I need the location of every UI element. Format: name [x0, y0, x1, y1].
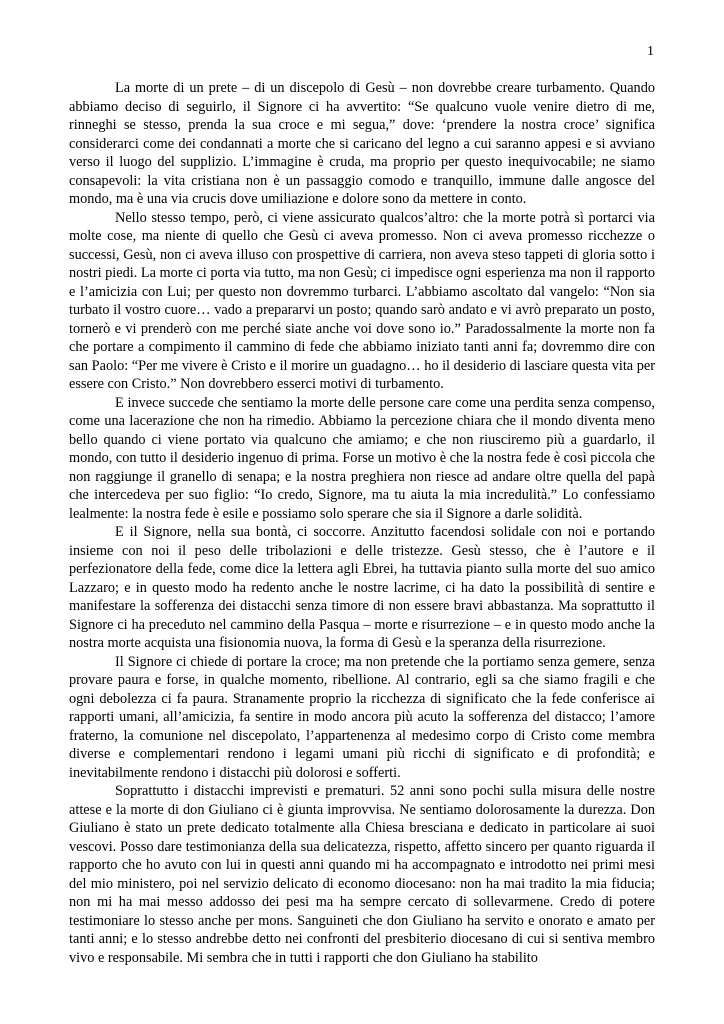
- paragraph-1: La morte di un prete – di un discepolo di Gesù – non dovrebbe creare turbamento. Quando abbiamo deciso di seguirlo, il Signore ci ha avvertito: “Se qualcuno vuole venire dietro di me, rinneghi se stesso, prenda la sua croce e mi segua,” dove: ‘prendere la nostra croce’ significa considerarci come dei condannati a morte che si caricano del legno a cui saranno appesi e si avviano verso il luogo del supplizio. L’immagine è cruda, ma proprio per questo inequivocabile; ne siamo consapevoli: la vita cristiana non è un passaggio comodo e tranquillo, immune dalle angosce del mondo, ma è una via crucis dove umiliazione e dolore sono da mettere in conto.: [69, 80, 655, 207]
- paragraph-2: Nello stesso tempo, però, ci viene assicurato qualcos’altro: che la morte potrà sì portarci via molte cose, ma niente di quello che Gesù ci aveva promesso. Non ci aveva promesso ricchezze o successi, Gesù, non ci aveva illuso con prospettive di carriera, non aveva steso tappeti di gloria sotto i nostri piedi. La morte ci porta via tutto, ma non Gesù; ci impedisce ogni esperienza ma non il rapporto e l’amicizia con Lui; per questo non dovremmo turbarci. L’abbiamo ascoltato dal vangelo: “Non sia turbato il vostro cuore… vado a prepararvi un posto; quando sarò andato e vi avrò preparato un posto, tornerò e vi prenderò con me perché siate anche voi dove sono io.” Paradossalmente la morte non fa che portare a compimento il cammino di fede che abbiamo iniziato tanti anni fa; dovremmo dire con san Paolo: “Per me vivere è Cristo e il morire un guadagno… ho il desiderio di lasciare questa vita per essere con Cristo.” Non dovrebbero esserci motivi di turbamento.: [69, 209, 656, 392]
- paragraph-5: Il Signore ci chiede di portare la croce; ma non pretende che la portiamo senza gemere, senza provare paura e forse, in qualche momento, ribellione. Al contrario, egli sa che siamo fragili e che ogni debolezza ci fa paura. Stranamente proprio la ricchezza di significato che la fede conferisce ai rapporti umani, all’amicizia, fa sentire in modo ancora più acuto la sofferenza del distacco; l’amore fraterno, la comunione nel discepolato, l’appartenenza al medesimo corpo di Cristo come membra diverse e complementari rendono i legami umani più ricchi di significato e di profondità; e inevitabilmente rendono i distacchi più dolorosi e sofferti.: [69, 653, 655, 781]
- document-body: [69, 79, 655, 967]
- paragraph-3: E invece succede che sentiamo la morte delle persone care come una perdita senza compenso, come una lacerazione che non ha rimedio. Abbiamo la percezione chiara che il mondo diventa meno bello quando ci viene portato via qualcuno che amiamo; e che non riusciremo più a guardarlo, il mondo, con tutto il desiderio ingenuo di prima. Forse un motivo è che la nostra fede è così piccola che non raggiunge il granello di senapa; e la nostra preghiera non riesce ad andare oltre quella del papà che intercedeva per suo figlio: “Io credo, Signore, ma tu aiuta la mia incredulità.” Lo confessiamo lealmente: la nostra fede è esile e possiamo solo sperare che sia il Signore a darle solidità.: [69, 394, 655, 522]
- page-number: 1: [647, 44, 654, 59]
- paragraph-6: Soprattutto i distacchi imprevisti e prematuri. 52 anni sono pochi sulla misura delle nostre attese e la morte di don Giuliano ci è giunta improvvisa. Ne sentiamo dolorosamente la durezza. Don Giuliano è stato un prete dedicato totalmente alla Chiesa bresciana e dedicato in particolare ai suoi vescovi. Posso dare testimonianza della sua delicatezza, rispetto, affetto sincero per quanto riguarda il rapporto che ho avuto con lui in questi anni quando mi ha accompagnato e introdotto nei primi mesi del mio ministero, poi nel servizio delicato di economo diocesano: non ha mai tradito la mia fiducia; non mi ha mai messo addosso dei pesi ma ha sempre cercato di sollevarmene. Credo di potere testimoniare lo stesso anche per mons. Sanguineti che don Giuliano ha servito e onorato e amato per tanti anni; e lo stesso andrebbe detto nei confronti del presbiterio diocesano di cui si sentiva membro vivo e responsabile. Mi sembra che in tutti i rapporti che don Giuliano ha stabilito: [69, 783, 655, 966]
- paragraph-4: E il Signore, nella sua bontà, ci soccorre. Anzitutto facendosi solidale con noi e portando insieme con noi il peso delle tribolazioni e delle tristezze. Gesù stesso, che è l’autore e il perfezionatore della fede, come dice la lettera agli Ebrei, ha tuttavia pianto sulla morte del suo amico Lazzaro; e in questo modo ha redento anche le nostre lacrime, ci ha dato la possibilità di sentire e manifestare la sofferenza dei distacchi senza timore di non essere bravi abbastanza. Ma soprattutto il Signore ci ha preceduto nel cammino della Pasqua – morte e risurrezione – e in questo modo anche la nostra morte acquista una fisionomia nuova, la forma di Gesù e la speranza della risurrezione.: [69, 524, 655, 651]
